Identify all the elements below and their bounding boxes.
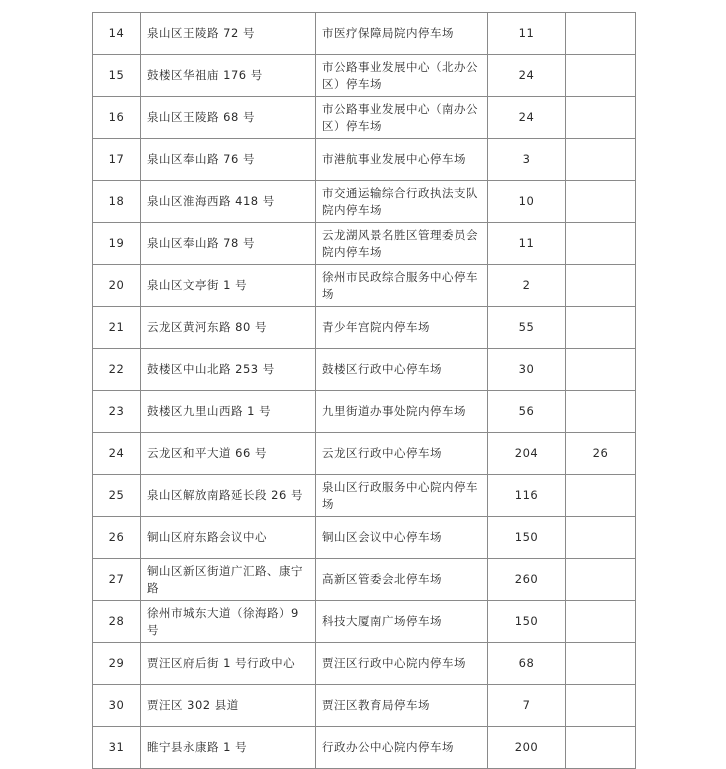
space-count-cell: 200	[488, 727, 566, 769]
address-cell: 睢宁县永康路 1 号	[141, 727, 316, 769]
table-row	[93, 181, 636, 223]
parking-name-cell: 市公路事业发展中心（北办公区）停车场	[316, 55, 488, 97]
parking-name-cell: 科技大厦南广场停车场	[316, 601, 488, 643]
table-row	[93, 727, 636, 769]
extra-count-cell	[566, 727, 636, 769]
address-cell: 泉山区解放南路延长段 26 号	[141, 475, 316, 517]
table-row	[93, 685, 636, 727]
address-cell: 泉山区淮海西路 418 号	[141, 181, 316, 223]
address-cell: 徐州市城东大道（徐海路）9 号	[141, 601, 316, 643]
space-count-cell: 11	[488, 13, 566, 55]
extra-count-cell	[566, 307, 636, 349]
table-row	[93, 475, 636, 517]
extra-count-cell	[566, 181, 636, 223]
space-count-cell: 150	[488, 517, 566, 559]
address-cell: 泉山区王陵路 72 号	[141, 13, 316, 55]
table-row	[93, 307, 636, 349]
space-count-cell: 30	[488, 349, 566, 391]
extra-count-cell	[566, 601, 636, 643]
space-count-cell: 10	[488, 181, 566, 223]
parking-name-cell: 市港航事业发展中心停车场	[316, 139, 488, 181]
parking-name-cell: 行政办公中心院内停车场	[316, 727, 488, 769]
table-body	[93, 13, 636, 769]
row-number: 18	[93, 181, 141, 223]
row-number: 14	[93, 13, 141, 55]
parking-lot-table	[92, 12, 636, 769]
row-number: 28	[93, 601, 141, 643]
extra-count-cell	[566, 265, 636, 307]
address-cell: 泉山区奉山路 78 号	[141, 223, 316, 265]
space-count-cell: 204	[488, 433, 566, 475]
space-count-cell: 260	[488, 559, 566, 601]
table-row	[93, 265, 636, 307]
parking-name-cell: 贾汪区教育局停车场	[316, 685, 488, 727]
space-count-cell: 56	[488, 391, 566, 433]
table-row	[93, 55, 636, 97]
space-count-cell: 2	[488, 265, 566, 307]
parking-name-cell: 高新区管委会北停车场	[316, 559, 488, 601]
space-count-cell: 68	[488, 643, 566, 685]
table-row	[93, 13, 636, 55]
table-row	[93, 643, 636, 685]
row-number: 31	[93, 727, 141, 769]
parking-name-cell: 云龙区行政中心停车场	[316, 433, 488, 475]
extra-count-cell	[566, 391, 636, 433]
extra-count-cell	[566, 13, 636, 55]
space-count-cell: 150	[488, 601, 566, 643]
row-number: 22	[93, 349, 141, 391]
address-cell: 云龙区和平大道 66 号	[141, 433, 316, 475]
extra-count-cell	[566, 475, 636, 517]
parking-name-cell: 贾汪区行政中心院内停车场	[316, 643, 488, 685]
address-cell: 铜山区新区街道广汇路、康宁路	[141, 559, 316, 601]
table-row	[93, 517, 636, 559]
parking-table-container	[92, 12, 635, 769]
row-number: 20	[93, 265, 141, 307]
extra-count-cell	[566, 685, 636, 727]
address-cell: 鼓楼区中山北路 253 号	[141, 349, 316, 391]
space-count-cell: 55	[488, 307, 566, 349]
extra-count-cell	[566, 349, 636, 391]
space-count-cell: 116	[488, 475, 566, 517]
address-cell: 云龙区黄河东路 80 号	[141, 307, 316, 349]
row-number: 29	[93, 643, 141, 685]
table-row	[93, 97, 636, 139]
row-number: 24	[93, 433, 141, 475]
extra-count-cell: 26	[566, 433, 636, 475]
parking-name-cell: 云龙湖风景名胜区管理委员会院内停车场	[316, 223, 488, 265]
address-cell: 铜山区府东路会议中心	[141, 517, 316, 559]
address-cell: 泉山区奉山路 76 号	[141, 139, 316, 181]
address-cell: 贾汪区府后街 1 号行政中心	[141, 643, 316, 685]
parking-name-cell: 九里街道办事处院内停车场	[316, 391, 488, 433]
extra-count-cell	[566, 139, 636, 181]
table-row	[93, 601, 636, 643]
parking-name-cell: 市交通运输综合行政执法支队院内停车场	[316, 181, 488, 223]
row-number: 15	[93, 55, 141, 97]
table-row	[93, 139, 636, 181]
space-count-cell: 24	[488, 97, 566, 139]
table-row	[93, 559, 636, 601]
row-number: 19	[93, 223, 141, 265]
extra-count-cell	[566, 643, 636, 685]
extra-count-cell	[566, 559, 636, 601]
parking-name-cell: 鼓楼区行政中心停车场	[316, 349, 488, 391]
parking-name-cell: 市医疗保障局院内停车场	[316, 13, 488, 55]
row-number: 25	[93, 475, 141, 517]
address-cell: 鼓楼区华祖庙 176 号	[141, 55, 316, 97]
table-row	[93, 391, 636, 433]
row-number: 26	[93, 517, 141, 559]
parking-name-cell: 铜山区会议中心停车场	[316, 517, 488, 559]
parking-name-cell: 青少年宫院内停车场	[316, 307, 488, 349]
extra-count-cell	[566, 97, 636, 139]
row-number: 30	[93, 685, 141, 727]
row-number: 16	[93, 97, 141, 139]
space-count-cell: 24	[488, 55, 566, 97]
address-cell: 泉山区王陵路 68 号	[141, 97, 316, 139]
extra-count-cell	[566, 517, 636, 559]
space-count-cell: 3	[488, 139, 566, 181]
table-row	[93, 223, 636, 265]
row-number: 23	[93, 391, 141, 433]
extra-count-cell	[566, 55, 636, 97]
space-count-cell: 7	[488, 685, 566, 727]
address-cell: 贾汪区 302 县道	[141, 685, 316, 727]
address-cell: 泉山区文亭街 1 号	[141, 265, 316, 307]
parking-name-cell: 市公路事业发展中心（南办公区）停车场	[316, 97, 488, 139]
parking-name-cell: 泉山区行政服务中心院内停车场	[316, 475, 488, 517]
extra-count-cell	[566, 223, 636, 265]
row-number: 27	[93, 559, 141, 601]
parking-name-cell: 徐州市民政综合服务中心停车场	[316, 265, 488, 307]
space-count-cell: 11	[488, 223, 566, 265]
table-row	[93, 349, 636, 391]
row-number: 17	[93, 139, 141, 181]
address-cell: 鼓楼区九里山西路 1 号	[141, 391, 316, 433]
row-number: 21	[93, 307, 141, 349]
table-row	[93, 433, 636, 475]
